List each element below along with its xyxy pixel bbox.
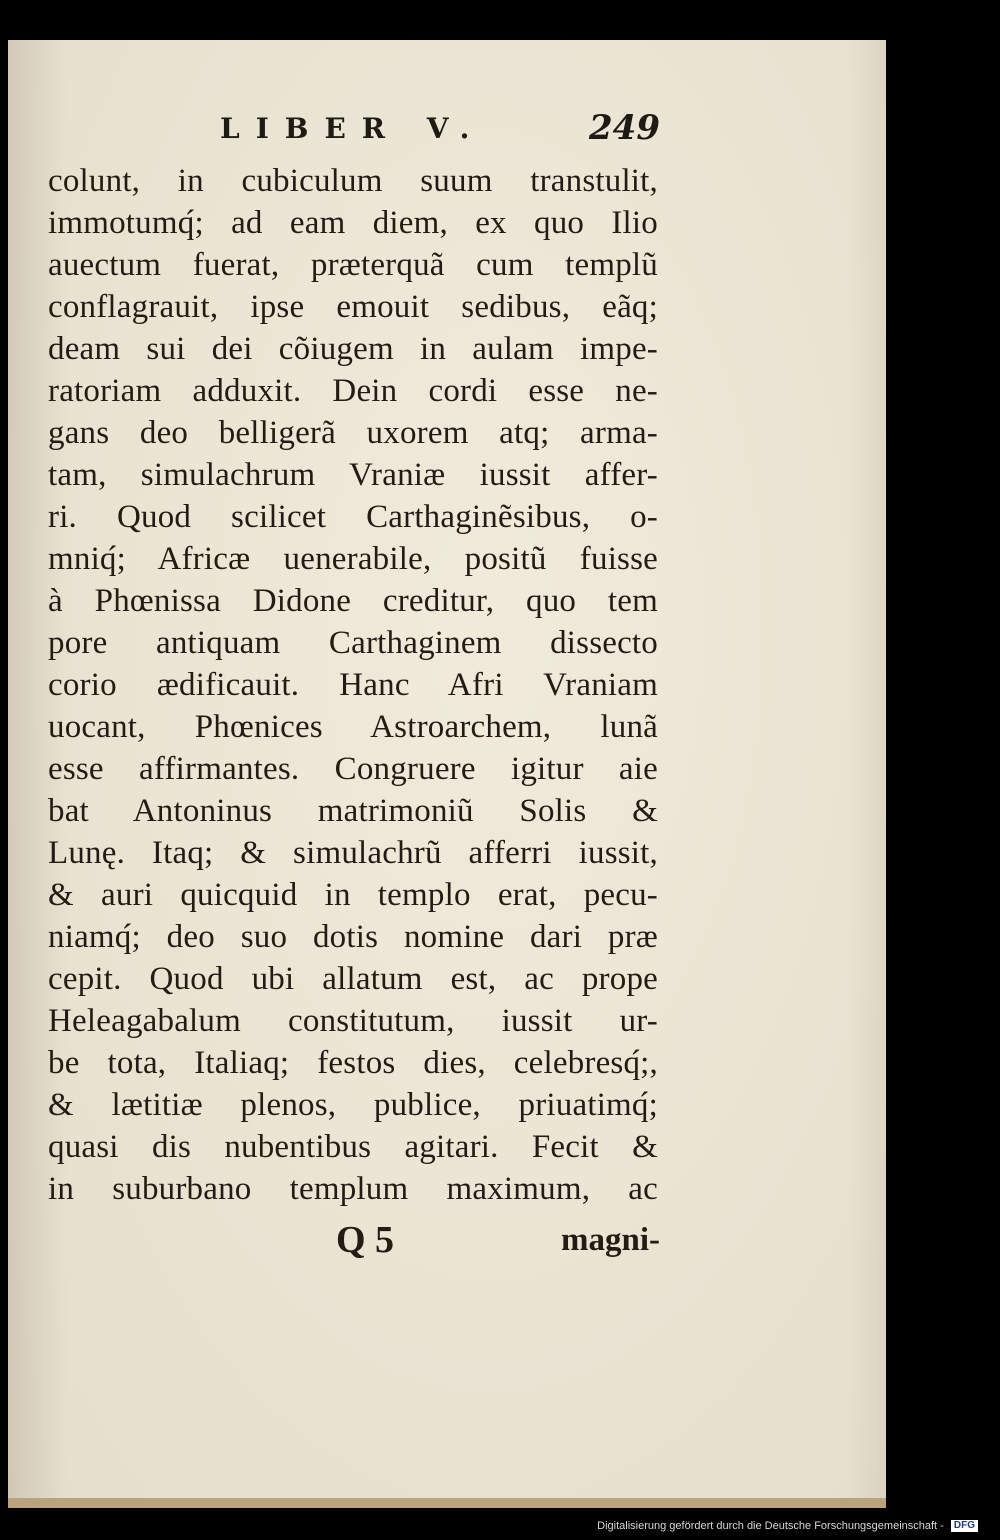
text-line: be tota, Italiaq; festos dies, celebresq́;, [48,1045,658,1081]
digitization-credit [597,1520,978,1532]
signature-mark: Q 5 [336,1219,395,1261]
credit-text: Digitalisierung gefördert durch die Deutsche Forschungsgemeinschaft - [597,1519,944,1532]
folio-number: 249 [589,108,660,148]
text-line: corio ædificauit. Hanc Afri Vraniam [48,667,658,703]
text-line: deam sui dei cõiugem in aulam impe- [48,331,658,367]
text-line: gans deo belligerã uxorem atq; arma- [48,415,658,451]
text-line: in suburbano templum maximum, ac [48,1171,658,1207]
text-line: conflagrauit, ipse emouit sedibus, eãq; [48,289,658,325]
body-text [48,160,658,1210]
text-line: immotumq́; ad eam diem, ex quo Ilio [48,205,658,241]
page-bottom-edge [8,1498,886,1508]
text-line: ri. Quod scilicet Carthaginẽsibus, o- [48,499,658,535]
catchword: magni- [561,1222,660,1258]
dfg-logo-badge: DFG [951,1520,978,1532]
text-line: quasi dis nubentibus agitari. Fecit & [48,1129,658,1165]
text-line: & auri quicquid in templo erat, pecu- [48,877,658,913]
text-line: & lætitiæ plenos, publice, priuatimq́; [48,1087,658,1123]
text-line: esse affirmantes. Congruere igitur aie [48,751,658,787]
page-footer [320,1218,660,1266]
text-line: tam, simulachrum Vraniæ iussit affer- [48,457,658,493]
text-line: auectum fuerat, præterquã cum templũ [48,247,658,283]
text-line: pore antiquam Carthaginem dissecto [48,625,658,661]
text-line: bat Antoninus matrimoniũ Solis & [48,793,658,829]
text-line: ratoriam adduxit. Dein cordi esse ne- [48,373,658,409]
text-line: uocant, Phœnices Astroarchem, lunã [48,709,658,745]
text-line: Heleagabalum constitutum, iussit ur- [48,1003,658,1039]
text-line: Lunę. Itaq; & simulachrũ afferri iussit, [48,835,658,871]
text-line: colunt, in cubiculum suum transtulit, [48,163,658,199]
running-head: LIBER V. [220,112,486,145]
running-head-line [220,108,660,148]
text-line: mniq́; Africæ uenerabile, positũ fuisse [48,541,658,577]
text-line: cepit. Quod ubi allatum est, ac prope [48,961,658,997]
text-line: niamq́; deo suo dotis nomine dari præ [48,919,658,955]
text-line: à Phœnissa Didone creditur, quo tem [48,583,658,619]
